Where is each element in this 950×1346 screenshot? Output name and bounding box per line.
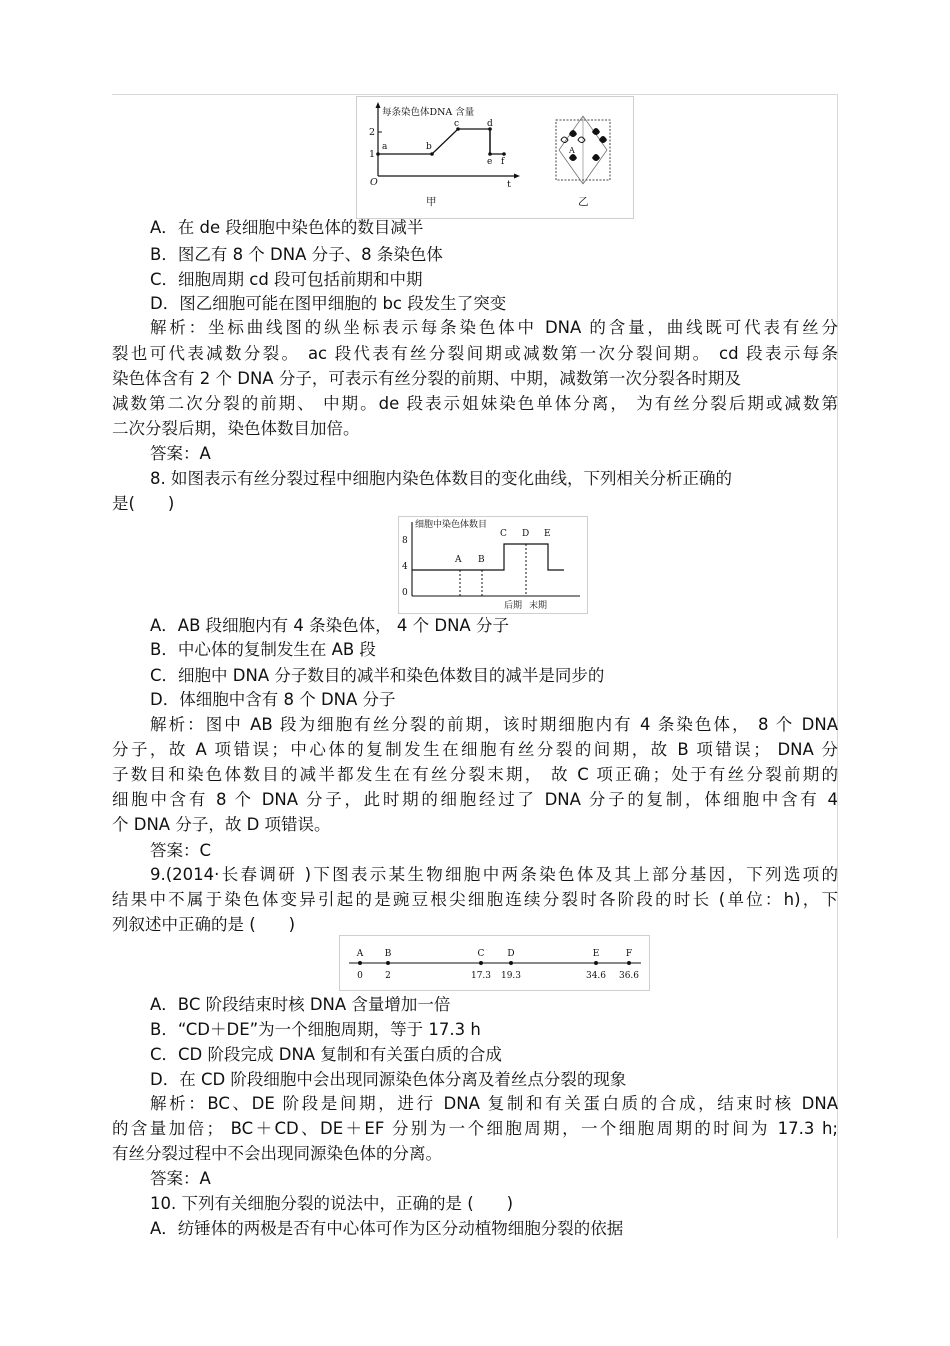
q9-value-C: 17.3: [470, 971, 492, 981]
fig1-point-f: f: [501, 157, 505, 167]
fig1-point-a: a: [382, 142, 388, 152]
q8-point-A: A: [455, 555, 462, 565]
q8-chart: [398, 516, 588, 614]
q8-stem-line-1: 8. 如图表示有丝分裂过程中细胞内染色体数目的变化曲线，下列相关分析正确的: [150, 469, 732, 488]
q9-label-D: D: [507, 949, 515, 959]
fig1-origin: O: [370, 177, 378, 188]
q9-stem-line-1: 9.(2014·长春调研 )下图表示某生物细胞中两条染色体及其上部分基因，下列选项的: [150, 865, 838, 884]
fig1-point-c: c: [454, 119, 460, 129]
q8-point-C: C: [500, 529, 507, 539]
page-border-top: [112, 94, 838, 95]
q9-option-c: C．CD 阶段完成 DNA 复制和有关蛋白质的合成: [150, 1045, 502, 1064]
q7-option-b: B．图乙有 8 个 DNA 分子、8 条染色体: [150, 245, 443, 264]
q8-stem-line-2: 是( ): [112, 494, 175, 513]
q8-point-E: E: [544, 529, 551, 539]
q8-analysis-line-4: 细胞中含有 8 个 DNA 分子，此时期的细胞经过了 DNA 分子的复制，体细胞中含有 4: [112, 790, 838, 809]
q9-stem-line-2: 结果中不属于染色体变异引起的是豌豆根尖细胞连续分裂时各阶段的时长 (单位：h)，下: [112, 890, 838, 909]
fig1-caption-yi: 乙: [578, 196, 589, 208]
q9-timeline: [339, 935, 650, 991]
q10-stem: 10. 下列有关细胞分裂的说法中，正确的是 ( ): [150, 1194, 514, 1213]
fig1-point-e: e: [487, 157, 493, 167]
q7-option-c: C．细胞周期 cd 段可包括前期和中期: [150, 270, 423, 289]
q9-answer: 答案：A: [150, 1169, 211, 1188]
fig1-point-b: b: [426, 142, 432, 152]
q9-label-B: B: [384, 949, 392, 959]
q7-option-a: A．在 de 段细胞中染色体的数目减半: [150, 218, 424, 237]
q9-point-C: [479, 961, 483, 965]
q8-option-a: A．AB 段细胞内有 4 条染色体， 4 个 DNA 分子: [150, 616, 509, 635]
q8-x-label-houqi: 后期: [504, 601, 523, 611]
q7-analysis-line-5: 二次分裂后期，染色体数目加倍。: [112, 419, 360, 438]
fig1-point-d: d: [487, 119, 493, 129]
q9-value-F: 36.6: [618, 971, 640, 981]
fig1-caption-jia: 甲: [426, 196, 437, 208]
q9-label-C: C: [477, 949, 485, 959]
q9-point-D: [509, 961, 513, 965]
q8-option-c: C．细胞中 DNA 分子数目的减半和染色体数目的减半是同步的: [150, 666, 605, 685]
q9-value-D: 19.3: [500, 971, 522, 981]
q9-option-d: D．在 CD 阶段细胞中会出现同源染色体分离及着丝点分裂的现象: [150, 1070, 627, 1089]
q9-analysis-line-1: 解析：BC、DE 阶段是间期，进行 DNA 复制和有关蛋白质的合成，结束时核 DNA: [150, 1094, 838, 1113]
q9-analysis-line-3: 有丝分裂过程中不会出现同源染色体的分离。: [112, 1144, 442, 1163]
q9-point-A: [358, 961, 362, 965]
q7-answer: 答案：A: [150, 444, 211, 463]
q9-value-E: 34.6: [585, 971, 607, 981]
q10-option-a: A．纺锤体的两极是否有中心体可作为区分动植物细胞分裂的依据: [150, 1219, 624, 1238]
q9-point-F: [627, 961, 631, 965]
q8-ytick-4: 4: [402, 562, 408, 572]
q7-analysis-line-2: 裂也可代表减数分裂。 ac 段代表有丝分裂间期或减数第一次分裂间期。 cd 段表示每条: [112, 344, 838, 363]
q8-ytick-8: 8: [402, 536, 408, 546]
fig1-ylabel: 每条染色体DNA 含量: [382, 107, 475, 118]
q9-label-A: A: [356, 949, 364, 959]
q8-chart-title: 细胞中染色体数目: [415, 520, 488, 530]
q7-analysis-line-4: 减数第二次分裂的前期、 中期。de 段表示姐妹染色单体分离， 为有丝分裂后期或减数第: [112, 394, 838, 413]
figure-jia-yi: [356, 96, 634, 220]
q8-point-B: B: [478, 555, 485, 565]
fig1-ytick-2: 2: [369, 127, 376, 138]
q8-x-label-moqi: 末期: [529, 601, 548, 611]
q8-analysis-line-3: 子数目和染色体数目的减半都发生在有丝分裂末期， 故 C 项正确；处于有丝分裂前期的: [112, 765, 838, 784]
q9-point-E: [594, 961, 598, 965]
q8-option-d: D．体细胞中含有 8 个 DNA 分子: [150, 690, 396, 709]
q9-value-B: 2: [385, 971, 391, 981]
q8-analysis-line-2: 分子，故 A 项错误；中心体的复制发生在细胞有丝分裂的间期，故 B 项错误； DNA 分: [112, 740, 838, 759]
q9-value-A: 0: [357, 971, 363, 981]
q7-analysis-line-1: 解析：坐标曲线图的纵坐标表示每条染色体中 DNA 的含量，曲线既可代表有丝分: [150, 318, 838, 337]
q9-stem-line-3: 列叙述中正确的是 ( ): [112, 915, 296, 934]
q7-option-d: D．图乙细胞可能在图甲细胞的 bc 段发生了突变: [150, 294, 507, 313]
q8-answer: 答案：C: [150, 841, 212, 860]
fig1-xlabel: t: [507, 179, 511, 190]
q8-analysis-line-5: 个 DNA 分子，故 D 项错误。: [112, 815, 331, 834]
q9-label-F: F: [625, 949, 633, 959]
q7-analysis-line-3: 染色体含有 2 个 DNA 分子，可表示有丝分裂的前期、中期，减数第一次分裂各时期及: [112, 369, 741, 388]
q8-option-b: B．中心体的复制发生在 AB 段: [150, 640, 376, 659]
page-border-right: [837, 94, 838, 1238]
q8-ytick-0: 0: [402, 588, 408, 598]
q9-label-E: E: [592, 949, 600, 959]
cell-label: A: [569, 146, 575, 155]
q9-point-B: [386, 961, 390, 965]
q8-point-D: D: [522, 529, 530, 539]
q9-option-b: B．“CD＋DE”为一个细胞周期，等于 17.3 h: [150, 1020, 481, 1039]
q8-analysis-line-1: 解析：图中 AB 段为细胞有丝分裂的前期，该时期细胞内有 4 条染色体， 8 个 DNA: [150, 715, 838, 734]
fig1-ytick-1: 1: [369, 149, 376, 160]
q9-analysis-line-2: 的含量加倍； BC＋CD、DE＋EF 分别为一个细胞周期，一个细胞周期的时间为 17.3 h;: [112, 1119, 838, 1138]
q9-option-a: A．BC 阶段结束时核 DNA 含量增加一倍: [150, 995, 451, 1014]
